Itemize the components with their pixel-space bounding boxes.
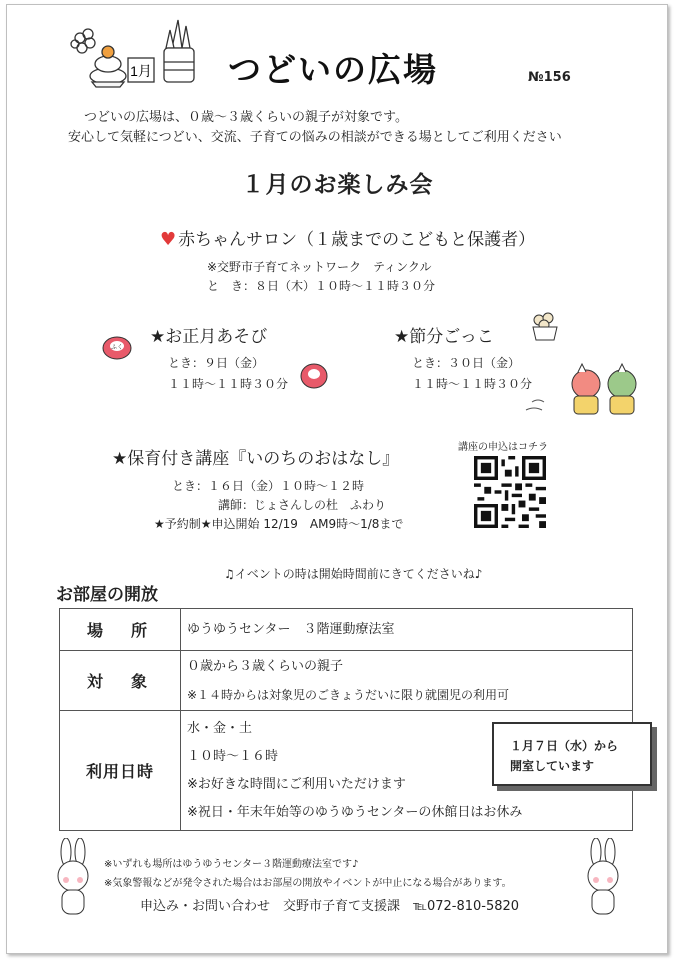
hours-line-4: ※祝日・年末年始等のゆうゆうセンターの休館日はお休み (187, 804, 523, 820)
setsubun-title: ★節分ごっこ (394, 327, 494, 347)
room-section-title: お部屋の開放 (56, 585, 158, 605)
rabbit-icon (50, 838, 96, 916)
setsubun-time: １１時～１１時３０分 (412, 377, 533, 391)
lecture-title: ★保育付き講座『いのちのおはなし』 (112, 449, 400, 469)
lecture-reservation: ★予約制★申込開始 12/19 AM9時～1/8まで (154, 517, 404, 531)
issue-number: №156 (528, 70, 571, 85)
qr-label: 講座の申込はコチラ (458, 442, 548, 453)
target-line-2: ※１４時からは対象児のごきょうだいに限り就園児の利用可 (187, 687, 510, 702)
footer-note-2: ※気象警報などが発令された場合はお部屋の開放やイベントが中止になる場合があります。 (104, 878, 512, 889)
callout-line-1: １月７日（水）から (510, 739, 619, 753)
svg-text:ふく: ふく (110, 344, 124, 351)
shogatsu-date: とき：９日（金） (168, 356, 265, 370)
lecture-lecturer: 講師：じょさんしの杜 ふわり (218, 498, 387, 512)
contact-info: 申込み・お問い合わせ 交野市子育て支援課 ℡072-810-5820 (140, 899, 520, 914)
salon-org: ※交野市子育てネットワーク ティンクル (207, 260, 432, 274)
target-line-1: ０歳から３歳くらいの親子 (187, 658, 344, 674)
kadomatsu-icon (164, 20, 194, 82)
row-value-place (181, 609, 633, 651)
callout-line-2: 開室しています (510, 759, 595, 773)
salon-title (160, 225, 535, 250)
shogatsu-time: １１時～１１時３０分 (168, 377, 289, 391)
new-year-decoration-icon (70, 18, 205, 88)
qr-code-icon[interactable] (474, 456, 546, 528)
bean-box-icon (530, 310, 560, 342)
salon-title-text: 赤ちゃんサロン（１歳までのこどもと保護者） (178, 230, 536, 250)
plum-flower-icon (71, 29, 95, 53)
table-row (60, 651, 633, 711)
hours-line-3: ※お好きな時間にご利用いただけます (187, 776, 406, 792)
event-note: ♫イベントの時は開始時間前にきてくださいね♪ (224, 567, 483, 581)
row-label-place: 場 所 (60, 609, 181, 651)
hours-line-1: 水・金・土 (187, 720, 253, 736)
room-info-table (59, 608, 633, 831)
intro-line-1: つどいの広場は、０歳～３歳くらいの親子が対象です。 (84, 110, 408, 125)
footer-note-1: ※いずれも場所はゆうゆうセンター３階運動療法室です♪ (104, 859, 359, 870)
daruma-icon (100, 333, 134, 361)
table-row (60, 609, 633, 651)
row-label-hours: 利用日時 (60, 711, 181, 831)
row-value-target (181, 651, 633, 711)
heart-icon: ♥ (160, 229, 177, 250)
row-label-target: 対 象 (60, 651, 181, 711)
setsubun-date: とき：３０日（金） (412, 356, 521, 370)
shogatsu-title: ★お正月あそび (150, 327, 268, 347)
rabbit-icon-right (580, 838, 626, 916)
intro-line-2: 安心して気軽につどい、交流、子育ての悩みの相談ができる場としてご利用ください (68, 130, 562, 145)
page-title: つどいの広場 (228, 50, 438, 89)
place-line: ゆうゆうセンター ３階運動療法室 (187, 621, 395, 637)
event-section-title: １月のお楽しみ会 (241, 172, 434, 198)
daruma-small-icon (298, 360, 330, 390)
month-icon-label: 1月 (130, 63, 152, 79)
lecture-time: とき：１６日（金）１０時～１２時 (172, 479, 365, 493)
salon-time: と き：８日（木）１０時～１１時３０分 (207, 279, 436, 293)
oni-icon (524, 362, 644, 422)
open-date-callout (492, 722, 652, 786)
hours-line-2: １０時～１６時 (187, 748, 279, 764)
kagami-mochi-icon (90, 46, 126, 87)
